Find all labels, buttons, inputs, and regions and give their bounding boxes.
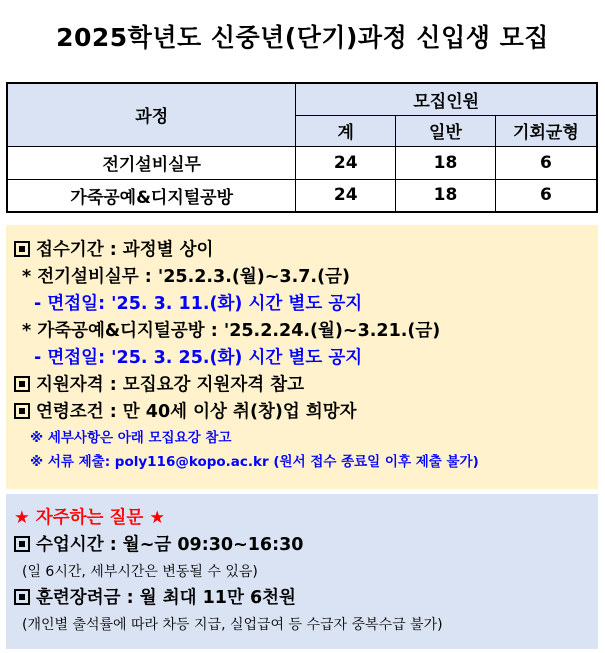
general-count: 18 — [396, 146, 496, 179]
course-name: 전기설비실무 — [7, 146, 296, 179]
table-row — [7, 179, 597, 212]
training-allowance-note: (개인별 출석률에 따라 차등 지급, 실업급여 등 수급자 중복수급 불가) — [22, 617, 443, 633]
application-period-text: 접수기간 : 과정별 상이 — [36, 240, 214, 260]
course2-period: * 가죽공예&디지털공방 : '25.2.24.(월)~3.21.(금) — [22, 321, 441, 341]
course1-interview: - 면접일: '25. 3. 11.(화) 시간 별도 공지 — [34, 294, 363, 314]
equal-count: 6 — [495, 146, 597, 179]
header-total: 계 — [296, 115, 396, 146]
header-general: 일반 — [396, 115, 496, 146]
application-period — [14, 237, 598, 264]
square-bullet-icon — [14, 536, 30, 552]
class-hours-note: (일 6시간, 세부시간은 변동될 수 있음) — [22, 564, 258, 580]
faq-panel — [6, 494, 598, 649]
general-count: 18 — [396, 179, 496, 212]
age-condition — [14, 399, 598, 426]
total-count: 24 — [296, 179, 396, 212]
training-allowance — [14, 585, 598, 612]
course1-period: * 전기설비실무 : '25.2.3.(월)~3.7.(금) — [22, 267, 350, 287]
qualification-text: 지원자격 : 모집요강 지원자격 참고 — [36, 375, 305, 395]
course-name: 가죽공예&디지털공방 — [7, 179, 296, 212]
recruitment-table — [6, 82, 598, 213]
class-hours — [14, 532, 598, 559]
class-hours-text: 수업시간 : 월~금 09:30~16:30 — [36, 535, 304, 555]
equal-count: 6 — [495, 179, 597, 212]
qualification — [14, 372, 598, 399]
header-recruit-count: 모집인원 — [296, 83, 597, 115]
page-title: 2025학년도 신중년(단기)과정 신입생 모집 — [56, 23, 549, 52]
square-bullet-icon — [14, 376, 30, 392]
square-bullet-icon — [14, 403, 30, 419]
header-course: 과정 — [7, 83, 296, 146]
training-allowance-text: 훈련장려금 : 월 최대 11만 6천원 — [36, 588, 296, 608]
square-bullet-icon — [14, 241, 30, 257]
square-bullet-icon — [14, 589, 30, 605]
age-condition-text: 연령조건 : 만 40세 이상 취(창)업 희망자 — [36, 402, 357, 422]
header-equal-opportunity: 기회균형 — [495, 115, 597, 146]
course2-interview: - 면접일: '25. 3. 25.(화) 시간 별도 공지 — [34, 348, 363, 368]
document-submission-note: ※ 서류 제출: poly116@kopo.ac.kr (원서 접수 종료일 이후 제출 불가) — [30, 454, 479, 470]
faq-heading: ★ 자주하는 질문 ★ — [14, 508, 166, 528]
application-info-panel — [6, 225, 598, 489]
total-count: 24 — [296, 146, 396, 179]
detail-note: ※ 세부사항은 아래 모집요강 참고 — [30, 430, 232, 446]
table-row — [7, 146, 597, 179]
